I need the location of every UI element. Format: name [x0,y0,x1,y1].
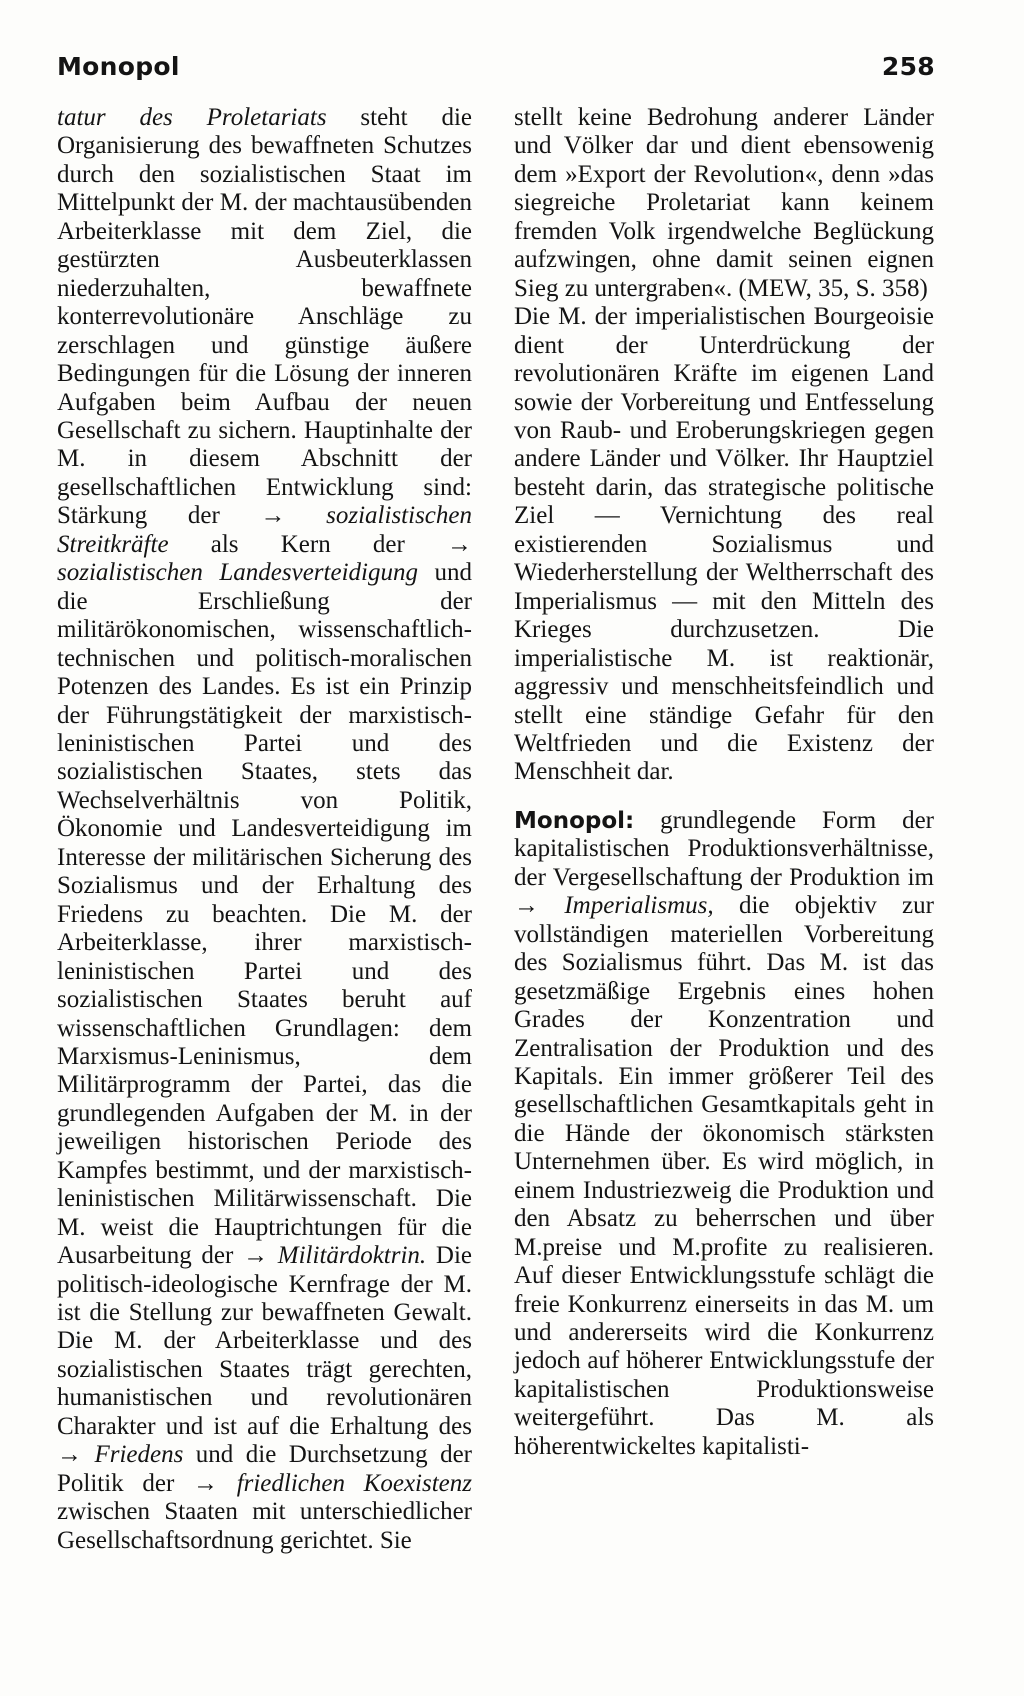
arrow-icon: → [514,892,539,920]
continued-paragraph: stellt keine Bedrohung anderer Länder und Völker dar und dient ebensowenig dem »Export der Revolution«, denn »das siegreiche Proletariat kann keinem fremden Volk irgendwelche Beglückung aufzwingen, ohne damit seinen eignen Sieg zu untergraben«. (MEW, 35, S. 358) [514,104,934,302]
cross-reference-label: friedlichen Koexistenz [218,1469,472,1497]
body-text: die objektiv zur vollständigen materiellen Vorbereitung des Sozialismus führt. Das M. ist das gesetzmäßige Ergebnis eines hohen Grades der Konzentration und Zentralisation der Produktion und des Kapitals. Ein immer größerer Teil des gesellschaftlichen Gesamtkapitals geht in die Hände der ökonomisch stärksten Unternehmen über. Es wird möglich, in einem Industriezweig die Produktion und den Absatz zu beherrschen und über M.preise und M.profite zu realisieren. Auf dieser Entwicklungsstufe schlägt die freie Konkurrenz einerseits in das M. um und andererseits wird die Konkurrenz jedoch auf höherer Entwicklungsstufe der kapitalistischen Produktionsweise weitergeführt. Das M. als höherentwickeltes kapitalisti- [514,892,934,1460]
cross-reference-link[interactable] [193,1470,472,1497]
body-text: grundlegende Form der kapitalistischen Produktionsverhältnisse, der Vergesellschaftung der Produktion im [514,806,934,891]
arrow-icon: → [447,530,472,558]
page-number: 258 [881,52,935,81]
arrow-icon: → [193,1469,218,1497]
left-column [57,104,472,1555]
arrow-icon: → [260,502,286,530]
italic-continuation: tatur des Proletariats [57,104,327,131]
cross-reference-link[interactable] [243,1242,426,1269]
body-paragraph: Die M. der imperialistischen Bourgeoisie dient der Unterdrückung der revolutionären Kräfte im eigenen Land sowie der Vorbereitung und Entfesselung von Raub- und Eroberungskriegen gegen andere Länder und Völker. Ihr Hauptziel besteht darin, das strategische politische Ziel — Vernichtung des real existierenden Sozialismus und Wiederherstellung der Weltherrschaft des Imperialismus — mit den Mitteln des Krieges durchzusetzen. Die imperialistische M. ist reaktionär, aggressiv und menschheitsfeindlich und stellt eine ständige Gefahr für den Weltfrieden und die Existenz der Menschheit dar. [514,303,934,786]
continued-paragraph [57,104,472,1555]
cross-reference-link[interactable] [514,892,714,919]
arrow-icon: → [57,1441,82,1469]
cross-reference-link[interactable] [57,1441,183,1468]
cross-reference-label: Friedens [82,1441,184,1469]
cross-reference-label: sozialistischen Streitkräfte [57,502,472,558]
body-text: und die Durchsetzung der Politik der [57,1441,472,1497]
body-text: steht die Organisierung des bewaffneten Schutzes durch den sozialistischen Staat im Mittelpunkt der M. der machtausübenden Arbeiterklasse mit dem Ziel, die gestürzten Ausbeuterklassen niederzuhalten, bewaffnete konterrevolutionäre Anschläge zu zerschlagen und günstige äußere Bedingungen für die Lösung der inneren Aufgaben beim Aufbau der neuen Gesellschaft zu sichern. Hauptinhalte der M. in diesem Abschnitt der gesellschaftlichen Entwicklung sind: Stärkung der [57,104,472,530]
right-column [514,104,934,1461]
cross-reference-label: Militärdoktrin. [268,1242,427,1270]
entry-term: Monopol: [514,807,635,834]
body-text: Die politisch-ideologische Kernfrage der M. ist die Stellung zur bewaffneten Gewalt. Die M. der Arbeiterklasse und des sozialistischen Staates trägt gerechten, humanistischen und revolutionären Charakter und ist auf die Erhaltung des [57,1242,472,1440]
running-header-entry-word: Monopol [57,52,180,81]
cross-reference-label: sozialistischen Landesverteidigung [57,559,418,587]
body-text: als Kern der [168,530,447,558]
cross-reference-label: Imperialismus, [539,892,714,920]
body-text: und die Erschließung der militärökonomischen, wissenschaftlich-technischen und politisch-moralischen Potenzen des Landes. Es ist ein Prinzip der Führungstätigkeit der marxistisch-leninistischen Partei und des sozialistischen Staates, stets das Wechselverhältnis von Politik, Ökonomie und Landesverteidigung im Interesse der militärischen Sicherung des Sozialismus und der Erhaltung des Friedens zu beachten. Die M. der Arbeiterklasse, ihrer marxistisch-leninistischen Partei und des sozialistischen Staates beruht auf wissenschaftlichen Grundlagen: dem Marxismus-Leninismus, dem Militärprogramm der Partei, das die grundlegenden Aufgaben der M. in der jeweiligen historischen Periode des Kampfes bestimmt, und der marxistisch-leninistischen Militärwissenschaft. Die M. weist die Hauptrichtungen für die Ausarbeitung der [57,559,473,1270]
entry-separator [514,787,934,807]
body-text: zwischen Staaten mit unterschiedlicher Gesellschaftsordnung gerichtet. Sie [57,1498,472,1554]
arrow-icon: → [243,1242,269,1270]
dictionary-entry-monopol [514,807,934,1461]
